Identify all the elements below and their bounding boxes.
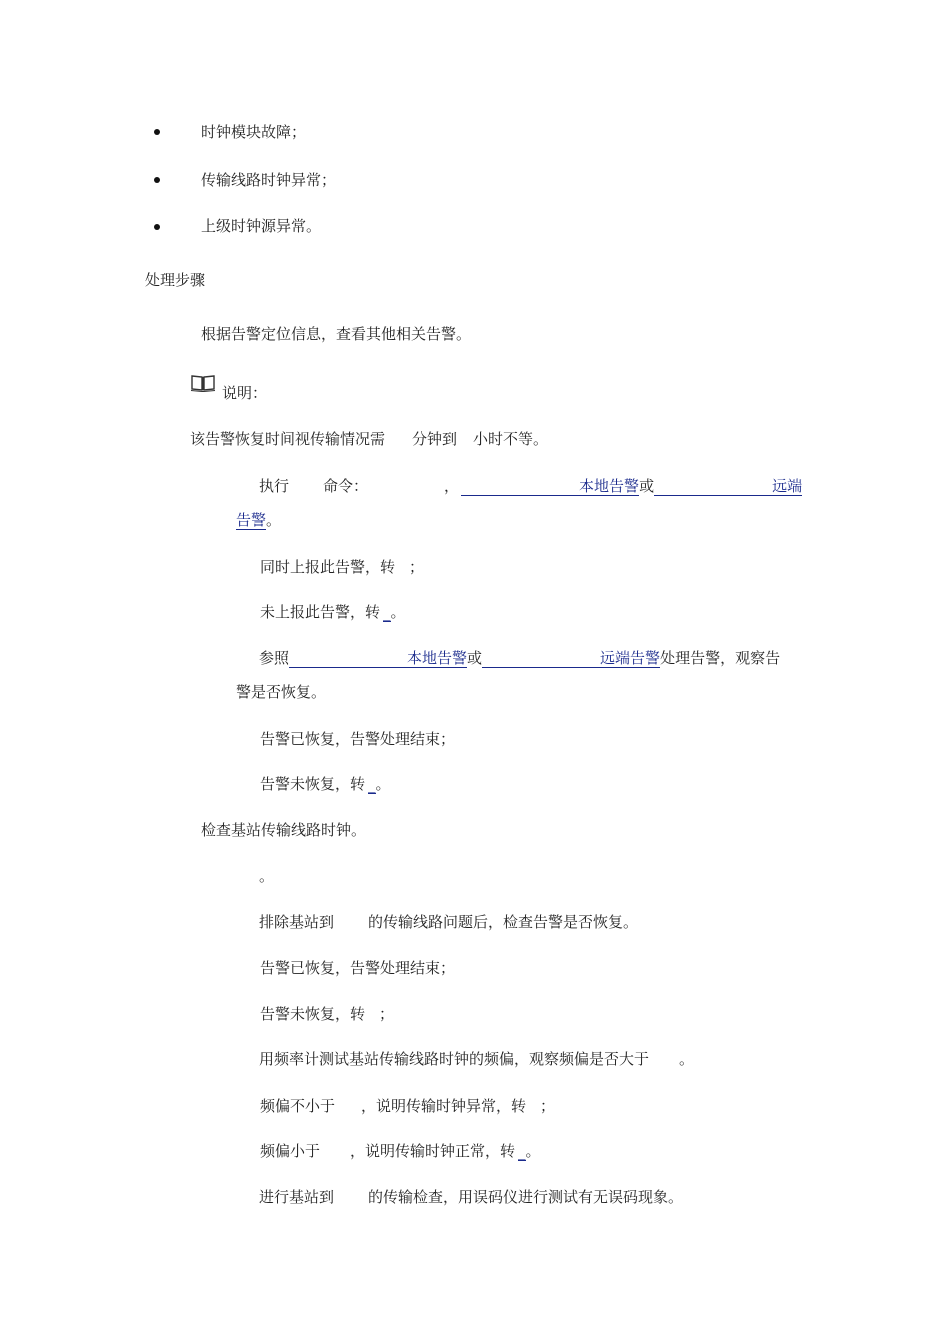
step-text: 告警未恢复，转	[260, 775, 366, 793]
step-4-dot: 。	[259, 867, 275, 885]
step-2-text: ，	[444, 477, 460, 495]
step-text: 告警未恢复，转	[260, 1005, 366, 1023]
step-3-no	[260, 774, 391, 794]
cause-item: 上级时钟源异常。	[201, 217, 322, 235]
step-text: ，说明传输时钟异常，转	[361, 1097, 527, 1115]
remote-alarm-link-cont[interactable]: 告警	[236, 511, 267, 529]
step-text: ；	[540, 1097, 556, 1115]
step-text: 。	[375, 775, 391, 793]
step-3-text: 处理告警，观察告	[660, 649, 781, 667]
section-title: 处理步骤	[145, 271, 206, 289]
book-icon	[190, 374, 216, 392]
step-2-text: 执行	[259, 477, 290, 495]
step-text: 同时上报此告警，转	[260, 558, 396, 576]
step-4a-no	[260, 1004, 394, 1024]
step-text: 未上报此告警，转	[260, 603, 381, 621]
step-2	[259, 476, 802, 496]
step-3-text: 参照	[259, 649, 290, 667]
step-3	[259, 648, 780, 668]
remote-alarm-link-label: 远端	[772, 477, 803, 495]
step-3-cont: 警是否恢复。	[236, 683, 327, 701]
local-alarm-link[interactable]	[289, 650, 467, 668]
step-text: 的传输检查，用误码仪进行测试有无误码现象。	[368, 1188, 684, 1206]
step-text: 。	[390, 603, 406, 621]
step-2-cont	[236, 510, 281, 530]
local-alarm-link-label: 本地告警	[579, 477, 640, 495]
goto-step-link[interactable]: _	[368, 775, 376, 793]
step-text: ；	[379, 1005, 395, 1023]
bullet-dot	[154, 129, 160, 135]
note-text-a: 该告警恢复时间视传输情况需	[190, 430, 386, 448]
step-2-text: 命令：	[323, 477, 369, 495]
step-4: 检查基站传输线路时钟。	[201, 821, 367, 839]
step-text: 进行基站到	[259, 1188, 335, 1206]
cause-item: 时钟模块故障；	[201, 123, 307, 141]
remote-alarm-link-label: 远端告警	[600, 649, 661, 667]
step-2-yes	[260, 557, 424, 577]
step-3-text: 或	[467, 649, 483, 667]
step-4b-no	[260, 1141, 541, 1161]
step-2-text: 。	[266, 511, 282, 529]
step-2-text: 或	[639, 477, 655, 495]
remote-alarm-link[interactable]	[482, 650, 660, 668]
goto-step-link[interactable]: _	[383, 603, 391, 621]
step-4b-yes	[260, 1096, 555, 1116]
note-text	[190, 429, 548, 449]
step-text: 。	[525, 1142, 541, 1160]
cause-item: 传输线路时钟异常；	[201, 171, 337, 189]
note-text-b: 分钟到	[412, 430, 458, 448]
step-4a	[259, 912, 638, 932]
step-text: 排除基站到	[259, 913, 335, 931]
goto-step-link[interactable]: _	[518, 1142, 526, 1160]
local-alarm-link-label: 本地告警	[407, 649, 468, 667]
step-text: ，说明传输时钟正常，转	[350, 1142, 516, 1160]
step-text: ；	[409, 558, 425, 576]
step-1: 根据告警定位信息，查看其他相关告警。	[201, 325, 472, 343]
step-3-yes: 告警已恢复，告警处理结束；	[260, 730, 456, 748]
bullet-dot	[154, 224, 160, 230]
local-alarm-link[interactable]	[461, 478, 639, 496]
step-4a-yes: 告警已恢复，告警处理结束；	[260, 959, 456, 977]
step-text: 的传输线路问题后，检查告警是否恢复。	[368, 913, 639, 931]
remote-alarm-link[interactable]	[654, 478, 802, 496]
step-4b	[259, 1049, 694, 1069]
note-label: 说明：	[222, 384, 268, 402]
note-text-c: 小时不等。	[473, 430, 549, 448]
step-text: 。	[679, 1050, 695, 1068]
step-4c	[259, 1187, 683, 1207]
step-text: 频偏不小于	[260, 1097, 336, 1115]
step-2-no	[260, 602, 406, 622]
step-text: 频偏小于	[260, 1142, 321, 1160]
bullet-dot	[154, 177, 160, 183]
step-text: 用频率计测试基站传输线路时钟的频偏，观察频偏是否大于	[259, 1050, 650, 1068]
